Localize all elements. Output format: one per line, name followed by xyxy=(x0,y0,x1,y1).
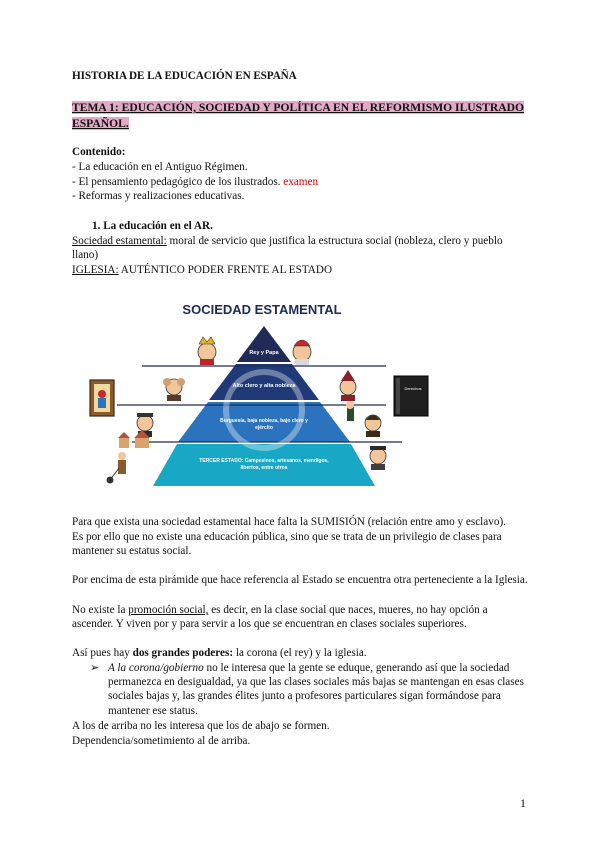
paragraph-4: No existe la promoción social, es decir, en la clase social que naces, mueres, no hay opción a ascender. Y viven por y para servir a los que se encuentran en clases sociales superiores. xyxy=(72,604,488,631)
page-number: 1 xyxy=(520,796,526,810)
paragraph-2: Es por ello que no existe una educación pública, sino que se trata de un privilegio de clases para mantener su estatus social. xyxy=(72,531,502,558)
level3-label-b: ejército xyxy=(255,425,273,431)
tema-title xyxy=(72,100,528,132)
arrow-bullet-icon: ➢ xyxy=(90,662,100,674)
paragraph-1: Para que exista una sociedad estamental hace falta la SUMISIÓN (relación entre amo y esclavo). xyxy=(72,516,506,528)
level2-label: Alto clero y alta nobleza xyxy=(232,383,296,389)
paragraph-6: A los de arriba no les interesa que los de abajo se formen. xyxy=(72,720,330,732)
contenido-item: - La educación en el Antiguo Régimen. xyxy=(72,161,248,173)
book-icon xyxy=(394,376,428,416)
sociedad-estamental-figure xyxy=(72,290,452,500)
doc-title: HISTORIA DE LA EDUCACIÓN EN ESPAÑA xyxy=(72,70,297,82)
contenido-label: Contenido: xyxy=(72,146,126,158)
sociedad-paragraph xyxy=(72,234,528,262)
iglesia-text: AUTÉNTICO PODER FRENTE AL ESTADO xyxy=(118,264,333,276)
figure-title: SOCIEDAD ESTAMENTAL xyxy=(182,302,342,317)
contenido-list xyxy=(72,160,318,204)
dos-grandes-poderes: dos grandes poderes: xyxy=(132,647,234,659)
iglesia-paragraph xyxy=(72,263,528,277)
paragraph-5: Así pues hay dos grandes poderes: la corona (el rey) y la iglesia. xyxy=(72,647,367,659)
soldier-icon xyxy=(346,401,354,421)
contenido-item: - Reformas y realizaciones educativas. xyxy=(72,190,245,202)
paragraph-3: Por encima de esta pirámide que hace referencia al Estado se encuentra otra perteneciente a la Iglesia. xyxy=(72,574,528,586)
examen-tag: examen xyxy=(283,175,319,188)
cleric-icon xyxy=(365,415,381,437)
book-label: Derechos xyxy=(404,386,422,391)
church-frame-icon xyxy=(90,380,114,416)
bullet-text: A la corona/gobierno no le interesa que la gente se eduque, generando así que la sociedad permanezca en desigualdad, ya que las clases sociales más bajas se mantengan en esas clases sociales bajas y, las grandes élites junto a profesores particulares sigan formándose para mantener ese status. xyxy=(108,662,524,717)
artisan-icon xyxy=(370,446,386,470)
level1-label: Rey y Papa xyxy=(249,350,279,356)
pope-icon xyxy=(293,340,311,365)
level4-label-a: TERCER ESTADO: Campesinos, artesanos, mendigos, xyxy=(199,458,329,464)
pyramid-svg xyxy=(72,290,452,500)
section-title: 1. La educación en el AR. xyxy=(92,220,213,232)
iglesia-label: IGLESIA: xyxy=(72,264,119,276)
sociedad-label: Sociedad estamental: xyxy=(72,235,167,247)
level3-label-a: Burguesía, baja nobleza, bajo clero y xyxy=(220,418,308,424)
paragraph-7: Dependencia/sometimiento al de arriba. xyxy=(72,735,251,747)
contenido-item: - El pensamiento pedagógico de los ilustrados. examen xyxy=(72,175,319,188)
sociedad-text: moral de servicio que justifica la estructura social (nobleza, clero y pueblo llano) xyxy=(72,235,503,262)
promocion-social: promoción social, xyxy=(128,604,209,616)
tema-highlight: TEMA 1: EDUCACIÓN, SOCIEDAD Y POLÍTICA EN EL REFORMISMO ILUSTRADO ESPAÑOL. xyxy=(72,101,524,130)
level4-label-b: libertos, entre otros xyxy=(240,465,288,471)
